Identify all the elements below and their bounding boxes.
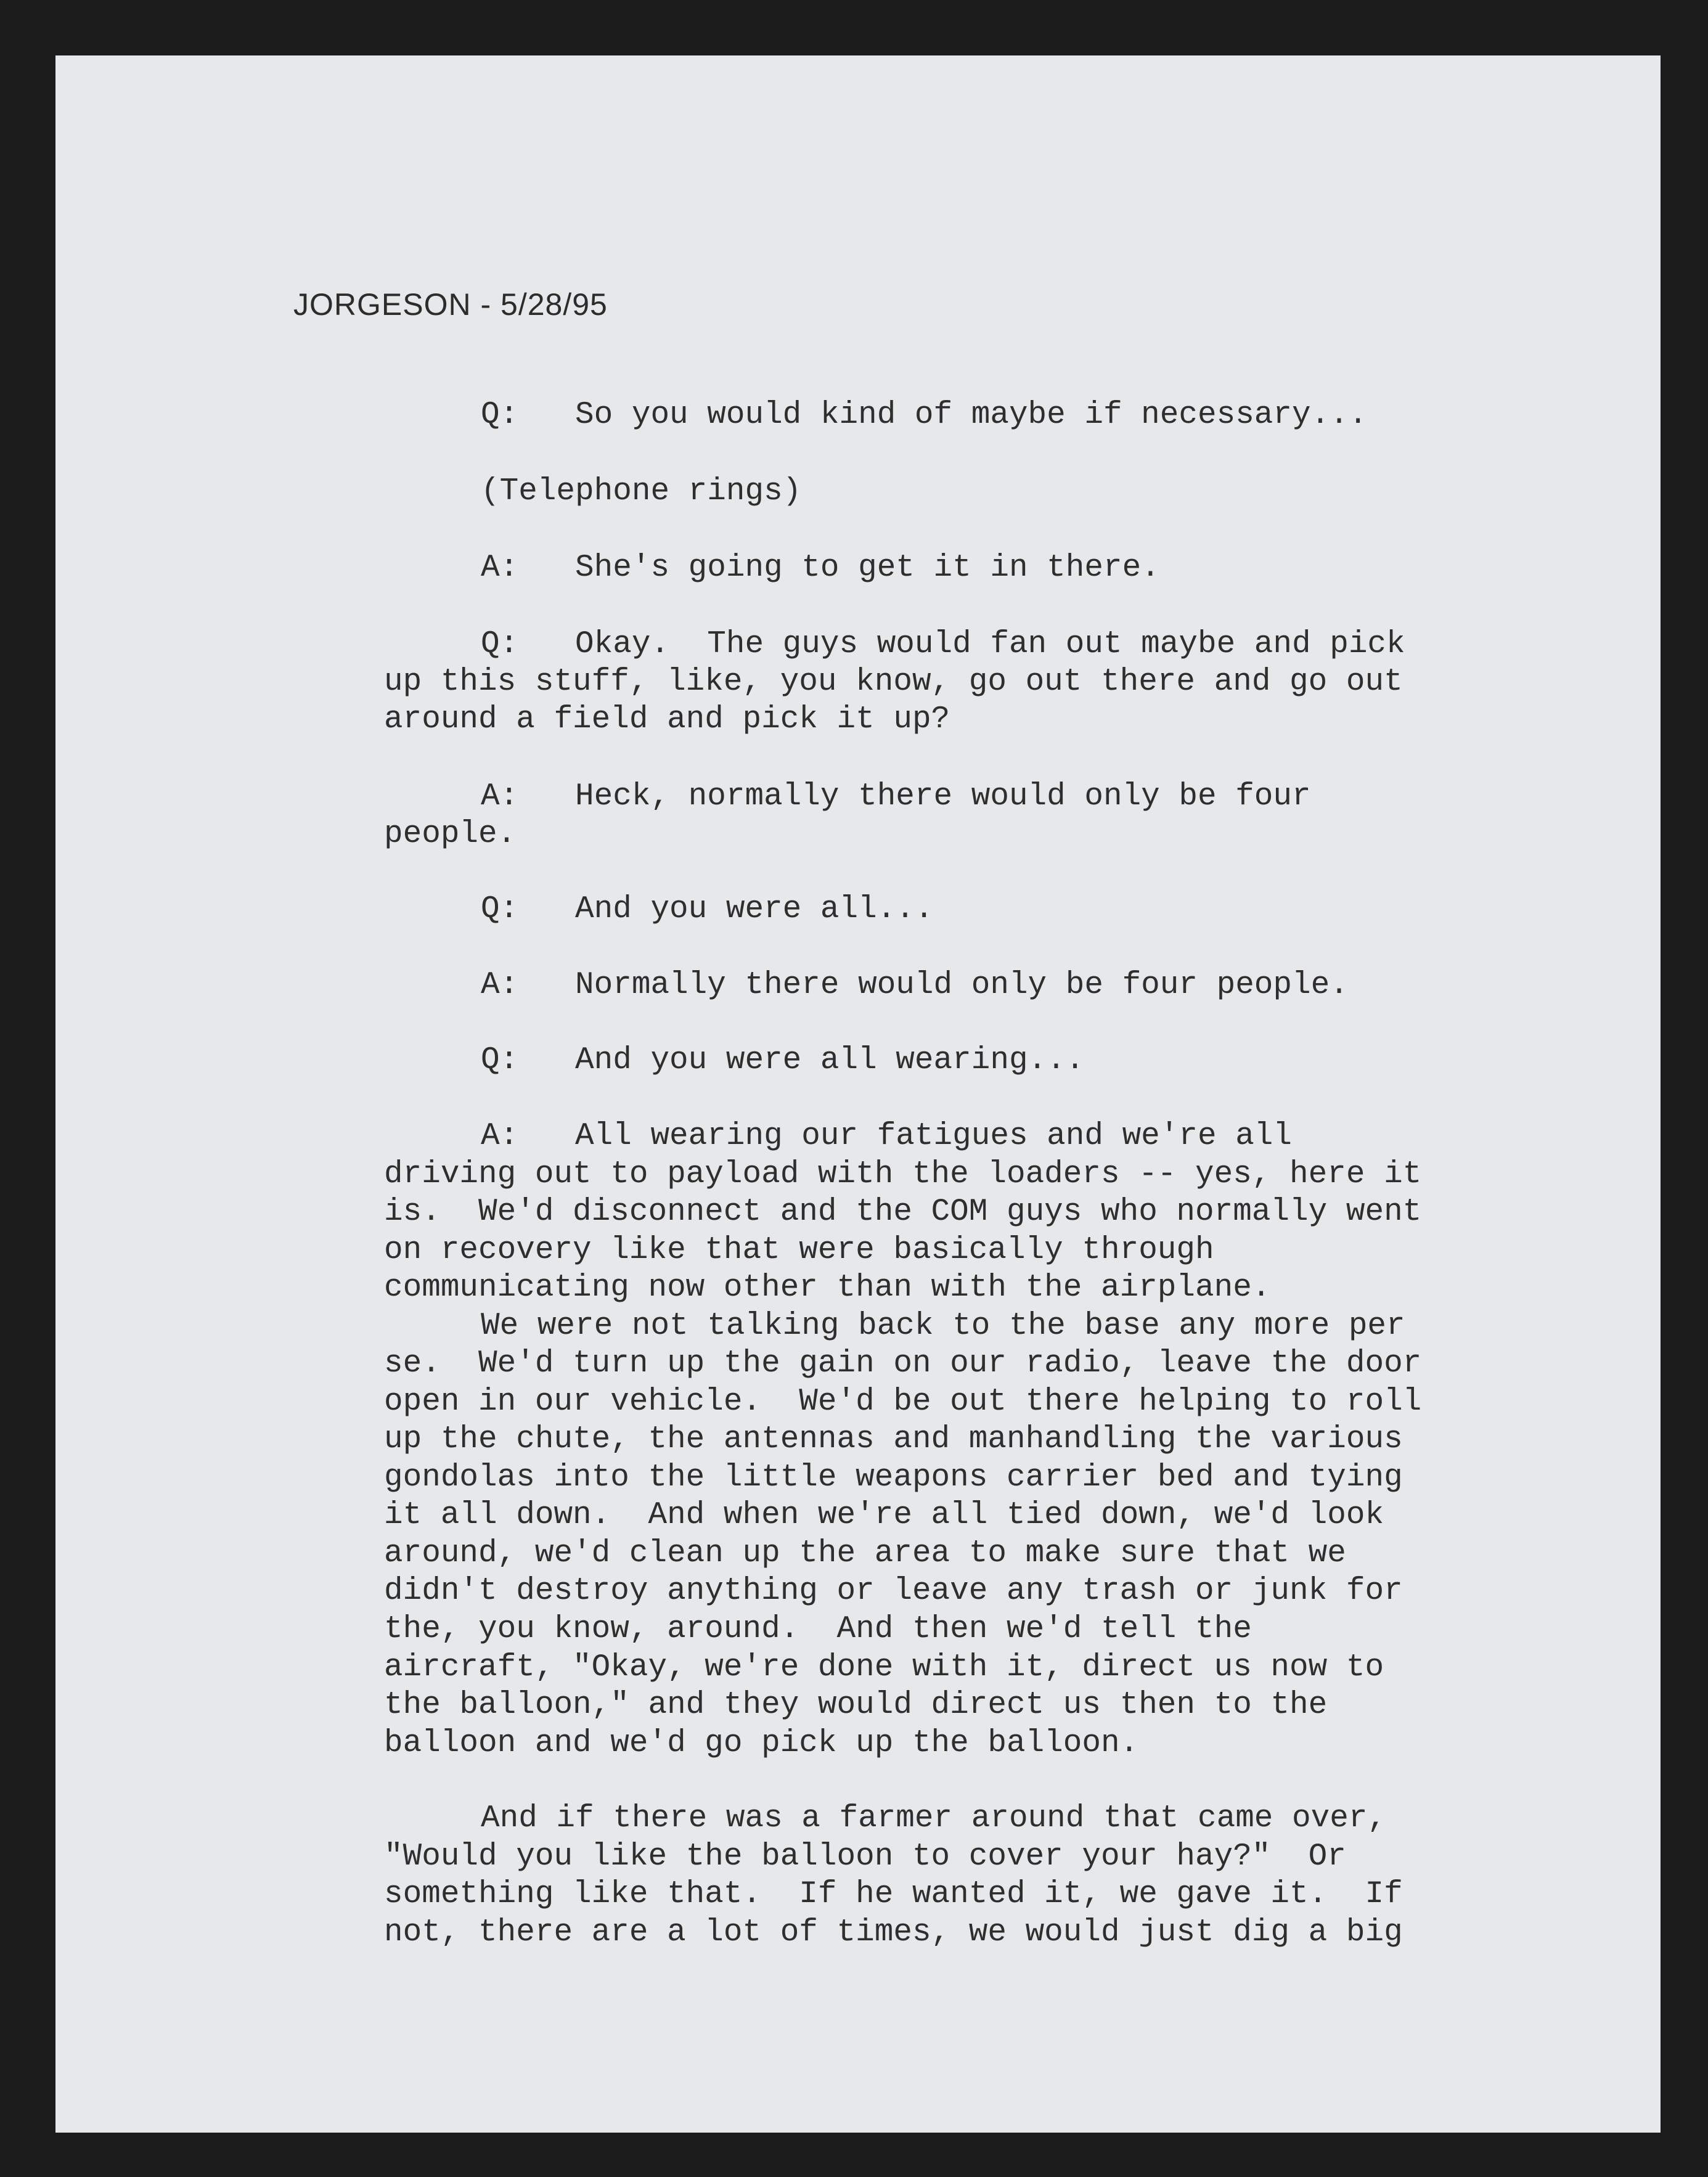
transcript-line: A: All wearing our fatigues and we're all: [481, 1119, 1293, 1154]
transcript-line: something like that. If he wanted it, we gave it. If: [384, 1877, 1403, 1912]
transcript-line: around, we'd clean up the area to make sure that we: [384, 1536, 1346, 1571]
transcript-line: A: Heck, normally there would only be four: [481, 779, 1311, 814]
transcript-line: communicating now other than with the airplane.: [384, 1270, 1271, 1305]
transcript-line: up the chute, the antennas and manhandling the various: [384, 1422, 1403, 1457]
transcript-line: on recovery like that were basically through: [384, 1233, 1214, 1268]
transcript-line: up this stuff, like, you know, go out there and go out: [384, 664, 1403, 700]
transcript-line: gondolas into the little weapons carrier bed and tying: [384, 1460, 1403, 1495]
transcript-line: Q: So you would kind of maybe if necessary...: [481, 398, 1368, 433]
transcript-line: aircraft, "Okay, we're done with it, direct us now to: [384, 1650, 1384, 1685]
document-page: [55, 55, 1661, 2133]
transcript-line: Q: Okay. The guys would fan out maybe and pick: [481, 627, 1405, 662]
transcript-line: didn't destroy anything or leave any trash or junk for: [384, 1574, 1403, 1609]
transcript-line: is. We'd disconnect and the COM guys who normally went: [384, 1195, 1422, 1230]
transcript-line: balloon and we'd go pick up the balloon.: [384, 1726, 1139, 1761]
transcript-line: We were not talking back to the base any more per: [481, 1309, 1405, 1344]
transcript-line: A: Normally there would only be four people.: [481, 968, 1349, 1003]
transcript-line: it all down. And when we're all tied down, we'd look: [384, 1498, 1384, 1533]
transcript-line: the balloon," and they would direct us then to the: [384, 1688, 1328, 1723]
transcript-line: not, there are a lot of times, we would just dig a big: [384, 1915, 1403, 1950]
transcript-line: people.: [384, 817, 517, 852]
transcript-line: se. We'd turn up the gain on our radio, leave the door: [384, 1346, 1422, 1381]
transcript-line: open in our vehicle. We'd be out there helping to roll: [384, 1384, 1422, 1419]
transcript-line: the, you know, around. And then we'd tell the: [384, 1612, 1252, 1647]
transcript-line: (Telephone rings): [481, 474, 802, 509]
transcript-line: Q: And you were all...: [481, 892, 934, 927]
transcript-line: around a field and pick it up?: [384, 702, 950, 737]
transcript-line: And if there was a farmer around that came over,: [481, 1801, 1387, 1836]
transcript-line: Q: And you were all wearing...: [481, 1043, 1085, 1078]
document-header: JORGESON - 5/28/95: [293, 287, 608, 322]
transcript-line: "Would you like the balloon to cover your hay?" Or: [384, 1839, 1346, 1874]
transcript-line: A: She's going to get it in there.: [481, 550, 1160, 586]
transcript-line: driving out to payload with the loaders -- yes, here it: [384, 1157, 1422, 1192]
